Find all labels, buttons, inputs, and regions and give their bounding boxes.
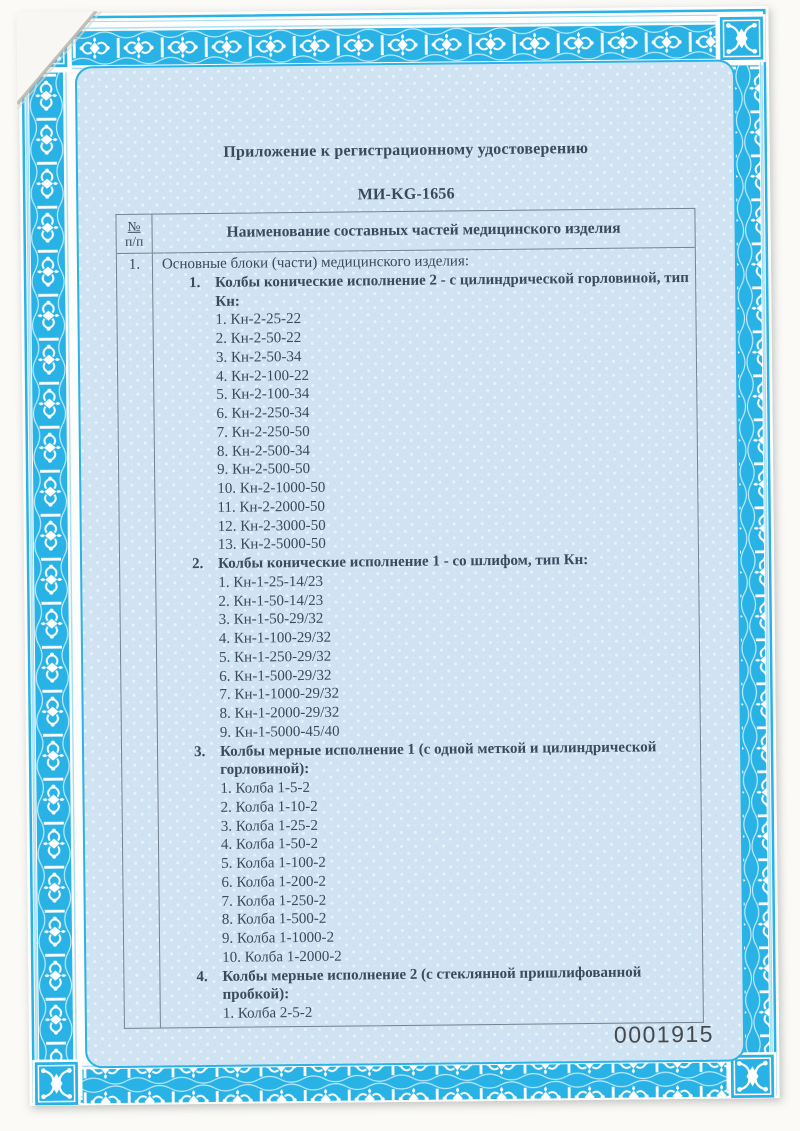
number-sign-label: № — [127, 218, 141, 234]
table-body-row — [117, 248, 703, 1028]
section-heading: Колбы мерные исполнение 2 (с стеклянной пришлифованной пробкой): — [222, 963, 642, 1004]
section-item: 5. Кн-1-250-29/32 — [218, 648, 332, 666]
section-item: 7. Кн-1-1000-29/32 — [219, 685, 340, 704]
section-items — [158, 775, 706, 968]
section-number: 4. — [196, 968, 208, 985]
components-table — [115, 208, 704, 1029]
section-item: 2. Кн-1-50-14/23 — [218, 592, 324, 610]
section-heading-row — [160, 962, 706, 1005]
page-corner-fold — [16, 11, 127, 122]
component-sections — [153, 269, 707, 1025]
section-item: 13. Кн-2-5000-50 — [217, 536, 326, 554]
section-item: 7. Колба 1-250-2 — [221, 892, 327, 910]
section-item: 4. Кн-1-100-29/32 — [218, 629, 332, 647]
section-number: 3. — [193, 743, 206, 760]
section-item: 2. Кн-2-50-22 — [215, 330, 302, 347]
section-item: 9. Кн-1-5000-45/40 — [219, 723, 340, 741]
section-item: 8. Колба 1-500-2 — [221, 911, 327, 929]
section-heading: Колбы мерные исполнение 1 (с одной меткой и цилиндрической горловиной): — [219, 738, 657, 779]
section-item: 4. Кн-2-100-22 — [216, 367, 310, 385]
section-item: 8. Кн-2-500-34 — [216, 442, 311, 460]
section-item: 8. Кн-1-2000-29/32 — [219, 704, 340, 722]
component-section — [153, 269, 702, 556]
serial-number: 0001915 — [613, 1020, 715, 1048]
section-item: 7. Кн-2-250-50 — [216, 423, 310, 441]
table-header-row — [116, 209, 694, 254]
document-content — [76, 60, 744, 1067]
section-number: 2. — [191, 556, 204, 573]
section-item: 10. Кн-2-1000-50 — [217, 479, 326, 497]
section-item: 10. Колба 1-2000-2 — [222, 948, 342, 966]
row-intro-text: Основные блоки (части) медицинского изделия: — [161, 253, 470, 273]
section-item: 3. Колба 1-25-2 — [220, 817, 318, 835]
section-item: 3. Кн-1-50-29/32 — [218, 611, 324, 629]
section-item: 5. Колба 1-100-2 — [221, 854, 326, 872]
section-item: 11. Кн-2-2000-50 — [217, 498, 326, 516]
number-sign-label-line2: п/п — [125, 233, 144, 249]
component-section — [160, 962, 707, 1024]
section-item: 4. Колба 1-50-2 — [220, 836, 319, 854]
section-item: 6. Кн-2-250-34 — [216, 404, 310, 422]
component-section — [158, 737, 706, 968]
section-item: 6. Кн-1-500-29/32 — [219, 667, 332, 685]
section-item: 9. Колба 1-1000-2 — [221, 929, 335, 947]
registration-number: МИ-KG-1656 — [357, 185, 455, 204]
section-heading-row — [153, 269, 699, 312]
section-item: 5. Кн-2-100-34 — [216, 386, 310, 404]
row-content-cell — [153, 248, 707, 1027]
section-item: 1. Колба 1-5-2 — [220, 779, 311, 797]
section-item: 1. Колба 2-5-2 — [222, 1004, 313, 1022]
section-item: 9. Кн-2-500-50 — [217, 461, 311, 479]
section-items — [153, 306, 702, 555]
section-item: 3. Кн-2-50-34 — [215, 348, 302, 366]
table-header-number-column — [116, 215, 152, 253]
component-section — [156, 550, 704, 743]
section-item: 12. Кн-2-3000-50 — [217, 517, 326, 535]
section-number: 1. — [189, 274, 201, 291]
section-items — [156, 569, 704, 743]
section-heading-row — [158, 737, 704, 780]
section-item: 2. Колба 1-10-2 — [220, 798, 318, 816]
table-header-name-column: Наименование составных частей медицинского изделия — [226, 219, 621, 241]
section-item: 1. Кн-2-25-22 — [215, 311, 302, 329]
section-heading: Колбы конические исполнение 1 - со шлифом, тип Кн: — [217, 552, 589, 572]
row-number-cell: 1. — [117, 254, 161, 1028]
section-heading: Колбы конические исполнение 2 - с цилиндрической горловиной, тип Кн: — [215, 269, 689, 310]
section-item: 6. Колба 1-200-2 — [221, 873, 327, 891]
section-item: 1. Кн-1-25-14/23 — [218, 573, 324, 591]
document-title: Приложение к регистрационному удостоверению — [223, 139, 589, 161]
certificate-page — [18, 6, 779, 1106]
